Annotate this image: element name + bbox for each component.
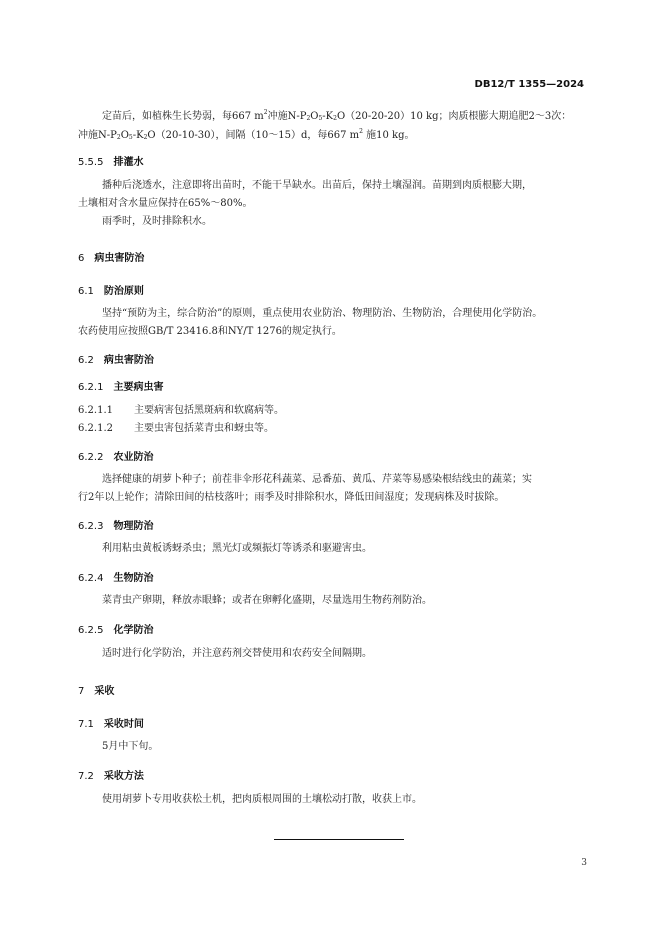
heading-6-2-4 bbox=[78, 569, 153, 584]
fert-text: -K bbox=[132, 130, 144, 141]
heading-title: 防治原则 bbox=[103, 286, 144, 297]
heading-6-2-1 bbox=[78, 378, 163, 393]
heading-6 bbox=[78, 249, 144, 264]
fert-text: 施10 kg。 bbox=[362, 130, 415, 141]
heading-7-2 bbox=[78, 767, 144, 782]
heading-number: 6.2.5 bbox=[78, 625, 104, 636]
heading-number: 5.5.5 bbox=[78, 157, 104, 168]
heading-title: 主要病虫害 bbox=[113, 382, 164, 393]
heading-number: 6.2 bbox=[78, 355, 94, 366]
fert-text: 冲施N-P bbox=[267, 111, 307, 122]
heading-6-1 bbox=[78, 282, 144, 297]
subscript: 2 bbox=[143, 134, 148, 141]
heading-title: 生物防治 bbox=[113, 573, 154, 584]
heading-number: 6.1 bbox=[78, 286, 94, 297]
heading-title: 病虫害防治 bbox=[94, 253, 145, 264]
heading-title: 排灌水 bbox=[113, 157, 144, 168]
heading-6-2-2 bbox=[78, 448, 153, 463]
heading-6-2 bbox=[78, 351, 154, 366]
paragraph-line: 土壤相对含水量应保持在65%～80%。 bbox=[78, 198, 253, 209]
heading-number: 7 bbox=[78, 686, 85, 697]
paragraph-line: 农药使用应按照GB/T 23416.8和NY/T 1276的规定执行。 bbox=[78, 326, 342, 337]
subscript: 2 bbox=[333, 115, 337, 122]
heading-title: 农业防治 bbox=[113, 452, 154, 463]
heading-number: 6.2.4 bbox=[78, 573, 104, 584]
document-code: DB12/T 1355—2024 bbox=[474, 79, 584, 90]
heading-title: 病虫害防治 bbox=[103, 355, 154, 366]
heading-number: 6.2.1 bbox=[78, 382, 104, 393]
heading-7 bbox=[78, 682, 114, 697]
subscript: 5 bbox=[128, 134, 133, 141]
heading-5-5-5 bbox=[78, 153, 143, 168]
page-number: 3 bbox=[581, 858, 587, 868]
paragraph-line: 适时进行化学防治，并注意药剂交替使用和农药安全间隔期。 bbox=[102, 648, 372, 659]
list-item bbox=[78, 402, 284, 420]
heading-title: 物理防治 bbox=[113, 521, 154, 532]
paragraph-line: 雨季时，及时排除积水。 bbox=[102, 216, 212, 227]
heading-number: 6 bbox=[78, 253, 85, 264]
subscript: 5 bbox=[318, 115, 323, 122]
paragraph-line: 5月中下旬。 bbox=[102, 741, 159, 752]
paragraph-line: 使用胡萝卜专用收获松土机，把肉质根周围的土壤松动打散，收获上市。 bbox=[102, 794, 422, 805]
heading-number: 6.2.3 bbox=[78, 521, 104, 532]
paragraph-line: 播种后浇透水，注意即将出苗时，不能干旱缺水。出苗后，保持土壤湿润。苗期到肉质根膨大期， bbox=[102, 180, 532, 191]
subscript: 2 bbox=[116, 134, 121, 141]
paragraph-line: 菜青虫产卵期，释放赤眼蜂；或者在卵孵化盛期，尽量选用生物药剂防治。 bbox=[102, 595, 432, 606]
heading-title: 采收方法 bbox=[103, 771, 144, 782]
superscript: 2 bbox=[359, 128, 363, 135]
item-text: 主要病害包括黑斑病和软腐病等。 bbox=[134, 405, 284, 416]
heading-title: 化学防治 bbox=[113, 625, 154, 636]
item-text: 主要虫害包括菜青虫和蚜虫等。 bbox=[134, 423, 274, 434]
fert-text: 定苗后，如植株生长势弱，每667 m bbox=[102, 111, 264, 122]
item-number: 6.2.1.1 bbox=[78, 405, 113, 416]
fert-text: O bbox=[120, 130, 129, 141]
item-number: 6.2.1.2 bbox=[78, 423, 113, 434]
end-rule bbox=[274, 839, 404, 840]
heading-6-2-5 bbox=[78, 621, 153, 636]
fert-text: O bbox=[310, 111, 319, 122]
superscript: 2 bbox=[263, 109, 268, 116]
paragraph-line: 坚持“预防为主，综合防治”的原则，重点使用农业防治、物理防治、生物防治，合理使用化学防治。 bbox=[102, 308, 543, 319]
heading-7-1 bbox=[78, 715, 144, 730]
heading-title: 采收 bbox=[94, 686, 115, 697]
fertilizer-line-2 bbox=[78, 123, 415, 147]
paragraph-line: 利用粘虫黄板诱蚜杀虫；黑光灯或频振灯等诱杀和驱避害虫。 bbox=[102, 543, 372, 554]
fert-text: O（20-20-20）10 kg；肉质根膨大期追肥2～3次： bbox=[336, 111, 572, 122]
paragraph-line: 选择健康的胡萝卜种子；前茬非伞形花科蔬菜、忌番茄、黄瓜、芹菜等易感染根结线虫的蔬菜；实 bbox=[102, 474, 532, 485]
fert-text: 冲施N-P bbox=[78, 130, 117, 141]
fert-text: -K bbox=[322, 111, 334, 122]
list-item bbox=[78, 420, 274, 438]
fert-text: O（20-10-30），间隔（10～15）d，每667 m bbox=[147, 130, 360, 141]
paragraph-line: 行2年以上轮作；清除田间的枯枝落叶；雨季及时排除积水，降低田间湿度；发现病株及时拔除。 bbox=[78, 492, 505, 503]
heading-title: 采收时间 bbox=[103, 719, 144, 730]
heading-6-2-3 bbox=[78, 517, 153, 532]
heading-number: 7.1 bbox=[78, 719, 94, 730]
heading-number: 6.2.2 bbox=[78, 452, 104, 463]
heading-number: 7.2 bbox=[78, 771, 94, 782]
subscript: 2 bbox=[306, 115, 311, 122]
